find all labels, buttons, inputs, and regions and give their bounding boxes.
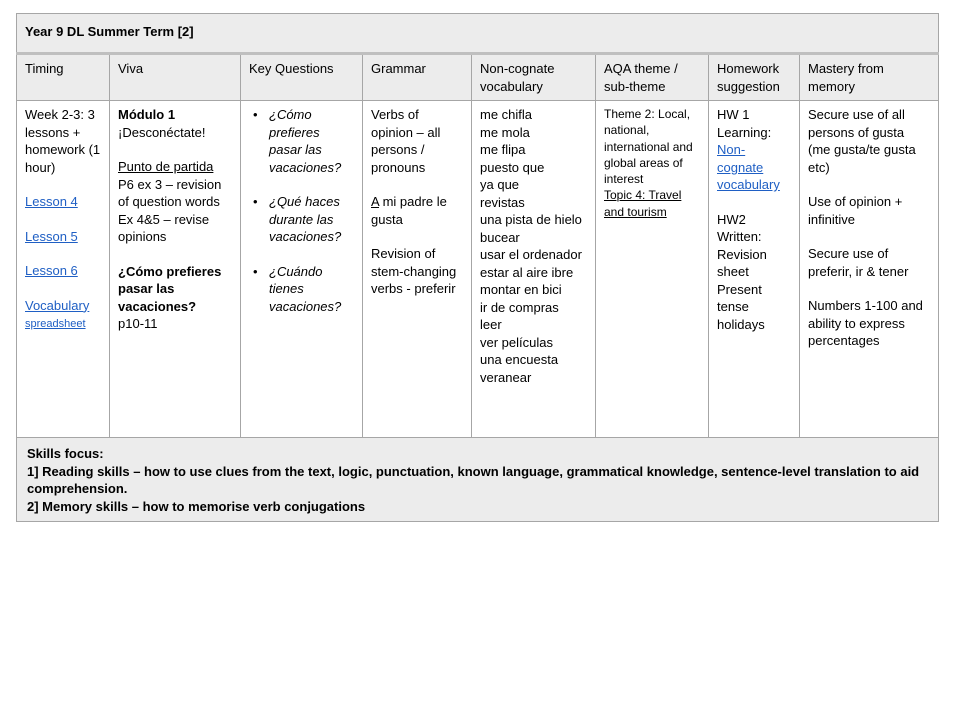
timing-cell xyxy=(17,101,110,438)
content-row xyxy=(17,101,939,438)
header-row xyxy=(17,54,939,101)
header-timing: Timing xyxy=(17,54,110,101)
grammar-point xyxy=(371,193,463,228)
viva-cell xyxy=(110,101,241,438)
lesson-4-link[interactable]: Lesson 4 xyxy=(25,194,78,209)
timing-text: Week 2-3: 3 lessons + homework (1 hour) xyxy=(25,107,101,175)
vocab-item: ir de compras xyxy=(480,299,559,315)
lesson-5-link[interactable]: Lesson 5 xyxy=(25,228,78,244)
key-question: • ¿Qué haces durante las vacaciones? xyxy=(259,193,354,246)
viva-p6: P6 ex 3 – revision of question words xyxy=(118,176,222,209)
vocab-item: estar al aire ibre xyxy=(480,264,574,280)
viva-ex: Ex 4&5 – revise opinions xyxy=(118,211,210,244)
key-question: • ¿Cuándo tienes vacaciones? xyxy=(259,263,354,316)
header-homework: Homework suggestion xyxy=(709,54,800,101)
non-cognate-vocabulary-link[interactable]: Non-cognate vocabulary xyxy=(717,142,780,192)
vocab-item: usar el ordenador xyxy=(480,247,582,262)
aqa-theme-cell xyxy=(596,101,709,438)
header-vocabulary: Non-cognate vocabulary xyxy=(472,54,596,101)
vocab-item: montar en bici xyxy=(480,282,562,297)
header-grammar: Grammar xyxy=(363,54,472,101)
header-key-questions: Key Questions xyxy=(241,54,363,101)
vocab-item: puesto que xyxy=(480,159,545,175)
mastery-cell xyxy=(800,101,939,438)
spreadsheet-link[interactable]: spreadsheet xyxy=(25,318,86,330)
lesson-6-link[interactable]: Lesson 6 xyxy=(25,263,78,278)
grammar-example: mi padre le gusta xyxy=(371,194,447,227)
vocab-item: una encuesta xyxy=(480,352,559,367)
vocab-item: me flipa xyxy=(480,142,526,157)
vocabulary-cell xyxy=(472,101,596,438)
hw2-text: HW2 Written: Revision sheet Present tense holidays xyxy=(717,211,767,332)
mastery-item: Secure use of all persons of gusta (me gusta/te gusta etc) xyxy=(808,107,916,175)
vocab-item: bucear xyxy=(480,229,520,245)
vocab-item: me chifla xyxy=(480,107,533,122)
grammar-a: A xyxy=(371,194,379,209)
grammar-cell xyxy=(363,101,472,438)
key-questions-cell xyxy=(241,101,363,438)
aqa-theme: Theme 2: Local, national, international and global areas of interest xyxy=(604,107,693,187)
grammar-point: Verbs of opinion – all persons / pronouns xyxy=(371,107,441,175)
hw1-label: HW 1 Learning: xyxy=(717,107,772,140)
grammar-point: Revision of stem-changing verbs - preferir xyxy=(371,246,457,296)
vocab-item: leer xyxy=(480,317,502,332)
lesson-plan-table xyxy=(16,13,939,522)
skills-line-1: 1] Reading skills – how to use clues from the text, logic, punctuation, known language, grammatical knowledge, sentence-level translation to aid comprehension. xyxy=(27,463,920,496)
viva-pages: p10-11 xyxy=(118,316,158,331)
mastery-item: Numbers 1-100 and ability to express percentages xyxy=(808,298,923,348)
vocab-item: una pista de hielo xyxy=(480,212,582,227)
skills-line-2: 2] Memory skills – how to memorise verb conjugations xyxy=(27,498,366,514)
table-title: Year 9 DL Summer Term [2] xyxy=(17,14,939,54)
homework-cell xyxy=(709,101,800,438)
punto-de-partida: Punto de partida xyxy=(118,159,214,174)
module-title: ¡Desconéctate! xyxy=(118,124,206,140)
header-aqa-theme: AQA theme / sub-theme xyxy=(596,54,709,101)
vocab-item: veranear xyxy=(480,369,532,385)
vocab-item: ver películas xyxy=(480,334,553,350)
vocab-item: me mola xyxy=(480,124,530,140)
module-label: Módulo 1 xyxy=(118,107,176,122)
mastery-item: Secure use of preferir, ir & tener xyxy=(808,246,909,279)
vocab-item: ya que xyxy=(480,177,520,192)
mastery-item: Use of opinion + infinitive xyxy=(808,194,903,227)
viva-question: ¿Cómo prefieres pasar las vacaciones? xyxy=(118,263,222,314)
vocab-item: revistas xyxy=(480,194,525,210)
skills-focus-cell xyxy=(17,438,939,522)
key-question: • ¿Cómo prefieres pasar las vacaciones? xyxy=(259,106,354,176)
header-mastery: Mastery from memory xyxy=(800,54,939,101)
aqa-topic: Topic 4: Travel and tourism xyxy=(604,188,682,219)
header-viva: Viva xyxy=(110,54,241,101)
skills-heading: Skills focus: xyxy=(27,446,104,461)
vocabulary-link[interactable]: Vocabulary xyxy=(25,297,90,313)
